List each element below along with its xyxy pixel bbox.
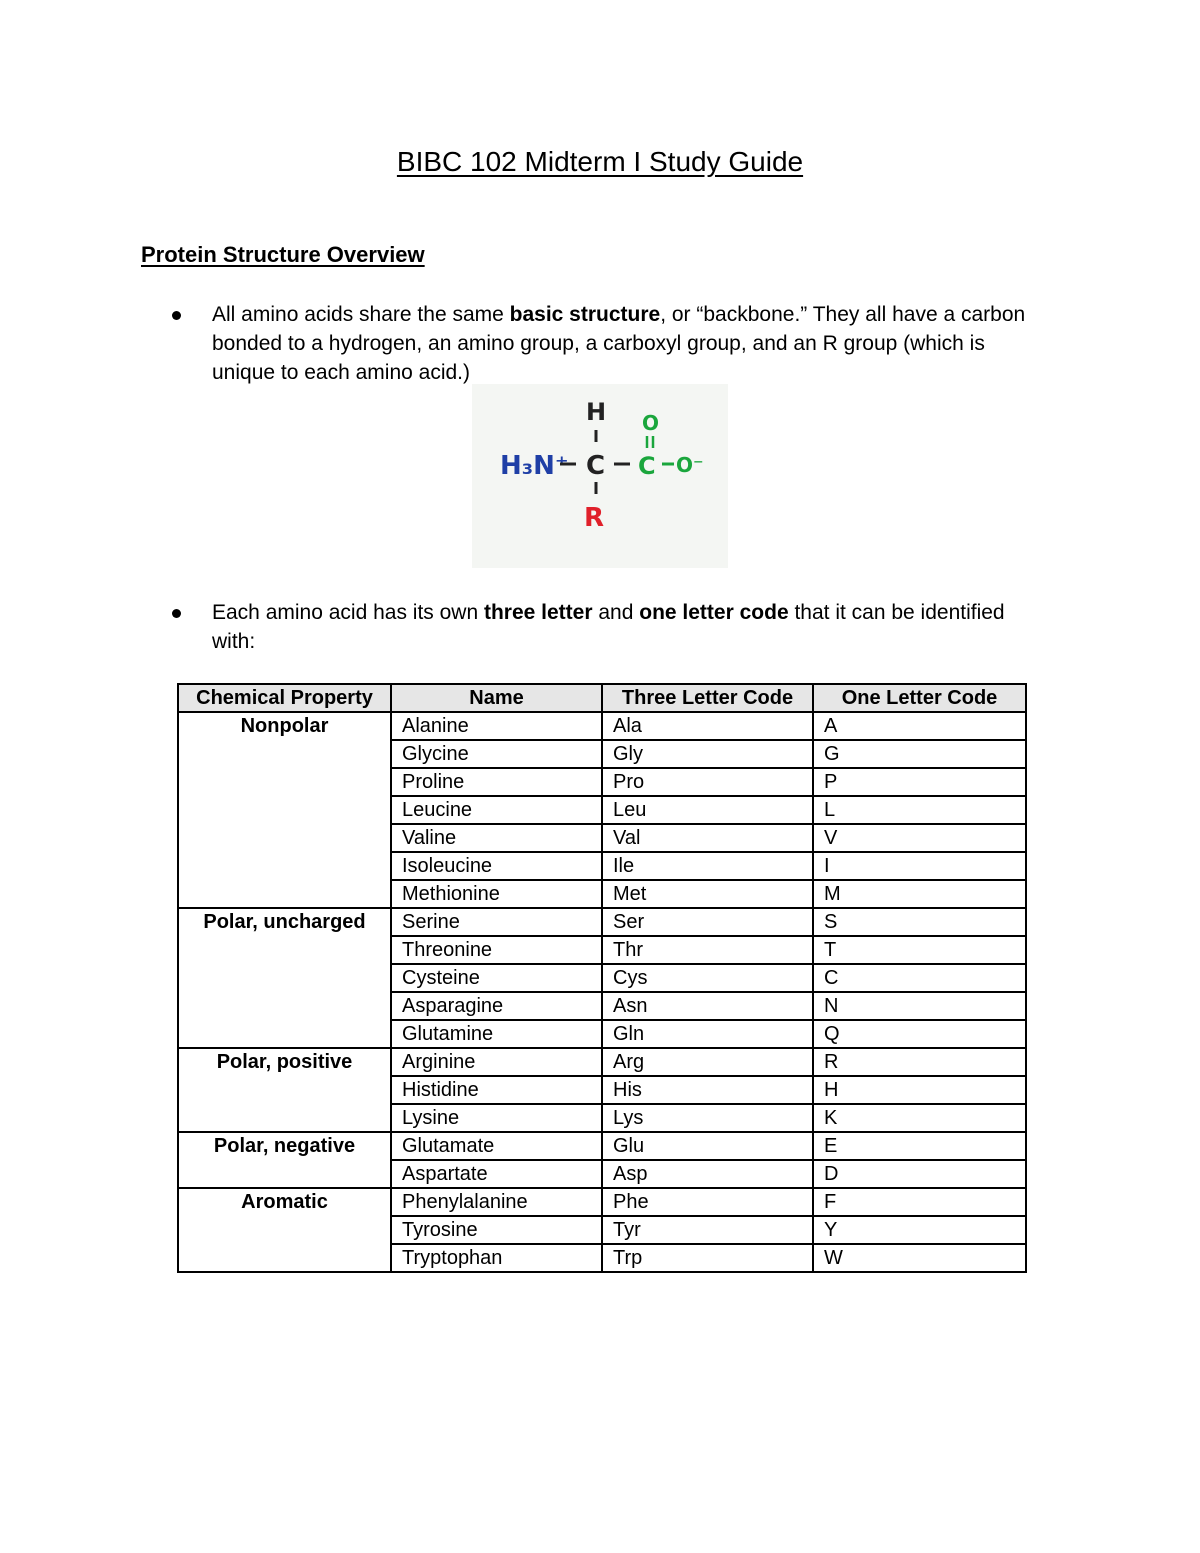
amino-acid-name-cell: Glutamate (391, 1132, 602, 1160)
three-letter-code-cell: Arg (602, 1048, 813, 1076)
chemical-property-cell: Polar, uncharged (178, 908, 391, 1048)
three-letter-code-cell: Gln (602, 1020, 813, 1048)
table-body (178, 712, 1026, 1272)
bullet-text-bold: one letter code (639, 601, 789, 624)
three-letter-code-cell: His (602, 1076, 813, 1104)
amino-acid-name-cell: Threonine (391, 936, 602, 964)
amino-acid-name-cell: Alanine (391, 712, 602, 740)
bullet-dot (172, 609, 181, 618)
three-letter-code-cell: Cys (602, 964, 813, 992)
amino-acid-name-cell: Arginine (391, 1048, 602, 1076)
amino-acid-name-cell: Histidine (391, 1076, 602, 1104)
bullet-text-part: that it can be identified with: (212, 601, 1005, 653)
one-letter-code-cell: M (813, 880, 1026, 908)
amino-acid-name-cell: Leucine (391, 796, 602, 824)
r-group-label: R (584, 503, 605, 533)
bullet-text-part: and (592, 601, 640, 624)
three-letter-code-cell: Trp (602, 1244, 813, 1272)
amino-acid-name-cell: Aspartate (391, 1160, 602, 1188)
three-letter-code-cell: Met (602, 880, 813, 908)
bullet-text-part: Each amino acid has its own (212, 601, 484, 624)
three-letter-code-cell: Val (602, 824, 813, 852)
three-letter-code-cell: Asn (602, 992, 813, 1020)
one-letter-code-cell: S (813, 908, 1026, 936)
amino-acid-name-cell: Phenylalanine (391, 1188, 602, 1216)
carboxyl-oxygen-label: O (642, 411, 660, 435)
three-letter-code-cell: Leu (602, 796, 813, 824)
table-row (178, 1132, 1026, 1160)
three-letter-code-cell: Tyr (602, 1216, 813, 1244)
amino-acid-name-cell: Tryptophan (391, 1244, 602, 1272)
bullet-text-bold: basic structure (509, 303, 661, 326)
three-letter-code-cell: Phe (602, 1188, 813, 1216)
one-letter-code-cell: Y (813, 1216, 1026, 1244)
amino-acid-structure-figure (472, 384, 728, 568)
amino-acid-name-cell: Isoleucine (391, 852, 602, 880)
table-row (178, 712, 1026, 740)
amino-acid-name-cell: Lysine (391, 1104, 602, 1132)
one-letter-code-cell: G (813, 740, 1026, 768)
one-letter-code-cell: I (813, 852, 1026, 880)
one-letter-code-cell: E (813, 1132, 1026, 1160)
amino-group-label: H₃N⁺ (500, 451, 569, 481)
three-letter-code-cell: Thr (602, 936, 813, 964)
amino-acid-name-cell: Methionine (391, 880, 602, 908)
three-letter-code-cell: Pro (602, 768, 813, 796)
chemical-property-cell: Polar, positive (178, 1048, 391, 1132)
bullet-text (212, 300, 1042, 387)
three-letter-code-cell: Ser (602, 908, 813, 936)
chemical-property-cell: Polar, negative (178, 1132, 391, 1188)
bullet-text-bold: three letter (483, 601, 593, 624)
amino-acid-name-cell: Serine (391, 908, 602, 936)
amino-acid-name-cell: Valine (391, 824, 602, 852)
one-letter-code-cell: P (813, 768, 1026, 796)
amino-acid-name-cell: Proline (391, 768, 602, 796)
bullet-text-part: All amino acids share the same (212, 303, 510, 326)
header-three-letter-code: Three Letter Code (602, 684, 813, 712)
three-letter-code-cell: Ile (602, 852, 813, 880)
one-letter-code-cell: T (813, 936, 1026, 964)
amino-acid-table (177, 683, 1027, 1273)
one-letter-code-cell: Q (813, 1020, 1026, 1048)
three-letter-code-cell: Glu (602, 1132, 813, 1160)
carboxyl-carbon-label: C (638, 452, 656, 480)
table-row (178, 908, 1026, 936)
one-letter-code-cell: N (813, 992, 1026, 1020)
section-heading: Protein Structure Overview (141, 242, 425, 267)
chemical-property-cell: Aromatic (178, 1188, 391, 1272)
three-letter-code-cell: Asp (602, 1160, 813, 1188)
one-letter-code-cell: R (813, 1048, 1026, 1076)
bullet-text-part: , or “backbone.” They all have a carbon bonded to a hydrogen, an amino group, a carboxyl group, and an R group (which is unique to each amino acid.) (212, 303, 1026, 384)
one-letter-code-cell: V (813, 824, 1026, 852)
bullet-text (212, 598, 1042, 656)
page-title: BIBC 102 Midterm I Study Guide (396, 146, 804, 177)
header-chemical-property: Chemical Property (178, 684, 391, 712)
table-header-row (178, 684, 1026, 712)
alpha-carbon-label: C (586, 451, 606, 481)
chemical-property-cell: Nonpolar (178, 712, 391, 908)
one-letter-code-cell: H (813, 1076, 1026, 1104)
amino-acid-name-cell: Tyrosine (391, 1216, 602, 1244)
one-letter-code-cell: C (813, 964, 1026, 992)
bullet-dot (172, 311, 181, 320)
carboxylate-oxygen-label: O⁻ (676, 453, 704, 477)
amino-acid-name-cell: Glycine (391, 740, 602, 768)
amino-acid-name-cell: Asparagine (391, 992, 602, 1020)
one-letter-code-cell: A (813, 712, 1026, 740)
amino-acid-name-cell: Glutamine (391, 1020, 602, 1048)
header-name: Name (391, 684, 602, 712)
one-letter-code-cell: D (813, 1160, 1026, 1188)
table-row (178, 1188, 1026, 1216)
three-letter-code-cell: Ala (602, 712, 813, 740)
one-letter-code-cell: K (813, 1104, 1026, 1132)
one-letter-code-cell: L (813, 796, 1026, 824)
three-letter-code-cell: Gly (602, 740, 813, 768)
header-one-letter-code: One Letter Code (813, 684, 1026, 712)
h-label: H (586, 398, 607, 426)
three-letter-code-cell: Lys (602, 1104, 813, 1132)
one-letter-code-cell: W (813, 1244, 1026, 1272)
table-row (178, 1048, 1026, 1076)
amino-acid-name-cell: Cysteine (391, 964, 602, 992)
one-letter-code-cell: F (813, 1188, 1026, 1216)
